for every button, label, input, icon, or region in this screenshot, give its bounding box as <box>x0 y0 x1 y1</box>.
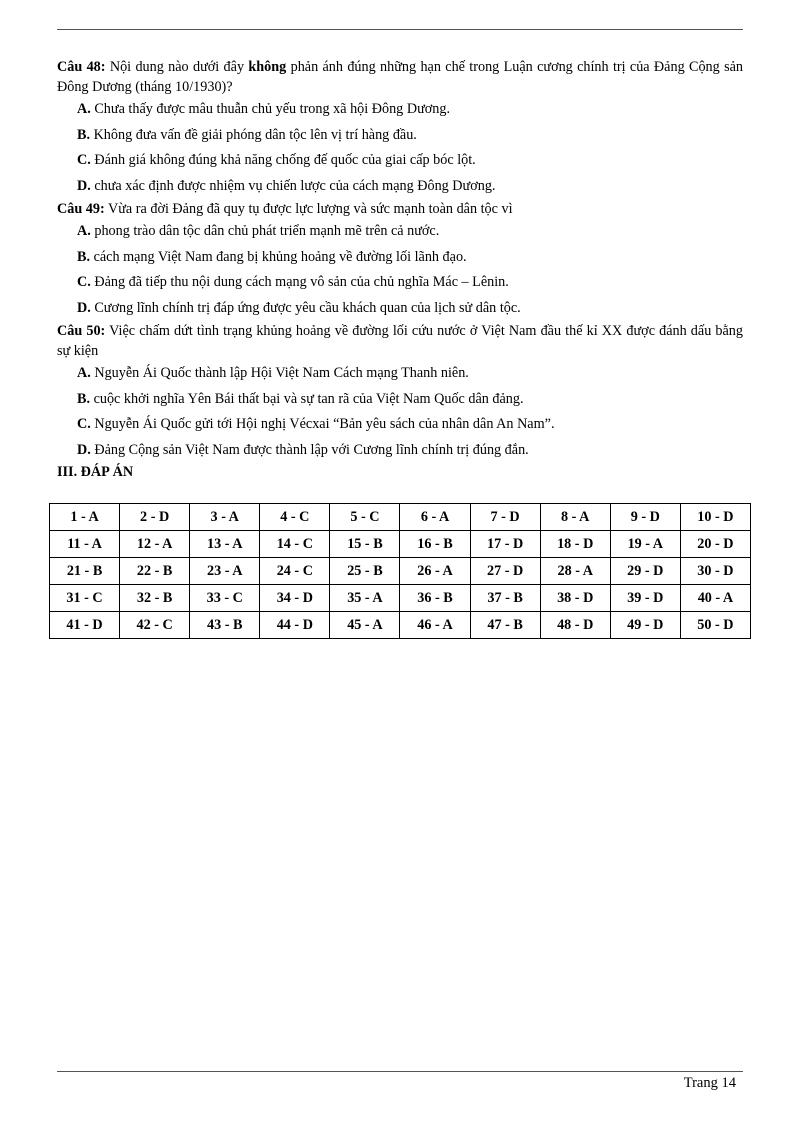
answer-cell: 25 - B <box>330 558 400 585</box>
answer-cell: 42 - C <box>120 612 190 639</box>
question-text: Nội dung nào dưới đây <box>109 59 245 75</box>
question-49-stem <box>57 199 743 219</box>
question-50-stem <box>57 321 743 361</box>
question-48-option-b <box>57 123 743 149</box>
answer-cell: 14 - C <box>260 531 330 558</box>
answer-cell: 7 - D <box>470 504 540 531</box>
option-letter: C. <box>77 152 91 168</box>
answer-cell: 47 - B <box>470 612 540 639</box>
answer-cell: 8 - A <box>540 504 610 531</box>
option-text: Đảng đã tiếp thu nội dung cách mạng vô sản của chủ nghĩa Mác – Lênin. <box>94 274 509 290</box>
option-letter: C. <box>77 416 91 432</box>
question-49-option-b <box>57 245 743 271</box>
answer-cell: 2 - D <box>120 504 190 531</box>
footer-rule <box>57 1071 743 1072</box>
header-rule <box>57 29 743 30</box>
question-50-option-c <box>57 412 743 438</box>
question-49-option-d <box>57 296 743 322</box>
question-emphasis: không <box>248 59 287 75</box>
answer-cell: 38 - D <box>540 585 610 612</box>
option-letter: D. <box>77 299 91 316</box>
question-48-option-c <box>57 148 743 174</box>
answer-table <box>49 503 751 639</box>
option-letter: A. <box>77 223 91 239</box>
question-text: Việc chấm dứt tình trạng khủng hoảng về đường lối cứu nước ở Việt Nam đầu thế kỉ XX được đánh dấu bằng sự kiện <box>57 323 743 359</box>
question-number: Câu 48: <box>57 59 106 75</box>
answer-cell: 13 - A <box>190 531 260 558</box>
answer-row <box>50 585 751 612</box>
answer-cell: 35 - A <box>330 585 400 612</box>
answer-cell: 50 - D <box>680 612 750 639</box>
answer-cell: 26 - A <box>400 558 470 585</box>
answer-cell: 24 - C <box>260 558 330 585</box>
answer-cell: 36 - B <box>400 585 470 612</box>
option-text: chưa xác định được nhiệm vụ chiến lược của cách mạng Đông Dương. <box>94 177 496 194</box>
option-text: cách mạng Việt Nam đang bị khủng hoảng về đường lối lãnh đạo. <box>93 248 467 265</box>
questions-content <box>57 57 743 481</box>
answer-row <box>50 612 751 639</box>
answer-cell: 1 - A <box>50 504 120 531</box>
option-text: phong trào dân tộc dân chủ phát triển mạnh mẽ trên cả nước. <box>94 223 440 239</box>
answer-cell: 46 - A <box>400 612 470 639</box>
question-49-option-a <box>57 219 743 245</box>
answer-cell: 30 - D <box>680 558 750 585</box>
answer-row <box>50 531 751 558</box>
option-text: Đánh giá không đúng khả năng chống đế quốc của giai cấp bóc lột. <box>94 152 476 168</box>
page-number: Trang 14 <box>683 1075 736 1091</box>
answer-cell: 10 - D <box>680 504 750 531</box>
option-text: Nguyễn Ái Quốc gửi tới Hội nghị Vécxai “Bản yêu sách của nhân dân An Nam”. <box>94 416 555 432</box>
answer-row <box>50 504 751 531</box>
answer-cell: 16 - B <box>400 531 470 558</box>
answer-cell: 3 - A <box>190 504 260 531</box>
answer-cell: 41 - D <box>50 612 120 639</box>
question-number: Câu 49: <box>57 201 105 217</box>
question-50-option-a <box>57 361 743 387</box>
option-text: Chưa thấy được mâu thuẫn chủ yếu trong xã hội Đông Dương. <box>94 101 450 117</box>
answer-cell: 5 - C <box>330 504 400 531</box>
question-48-stem <box>57 57 743 97</box>
question-50-option-d <box>57 438 743 464</box>
option-letter: C. <box>77 274 91 290</box>
answer-cell: 22 - B <box>120 558 190 585</box>
option-letter: D. <box>77 177 91 194</box>
answer-cell: 9 - D <box>610 504 680 531</box>
answer-cell: 27 - D <box>470 558 540 585</box>
answer-cell: 20 - D <box>680 531 750 558</box>
option-letter: B. <box>77 390 91 407</box>
answer-cell: 39 - D <box>610 585 680 612</box>
answer-cell: 48 - D <box>540 612 610 639</box>
answer-cell: 21 - B <box>50 558 120 585</box>
question-number: Câu 50: <box>57 323 106 339</box>
option-letter: B. <box>77 126 91 143</box>
answer-cell: 33 - C <box>190 585 260 612</box>
answer-cell: 31 - C <box>50 585 120 612</box>
option-letter: A. <box>77 365 91 381</box>
answer-section-title: III. ĐÁP ÁN <box>57 464 134 480</box>
answer-cell: 34 - D <box>260 585 330 612</box>
answer-row <box>50 558 751 585</box>
option-text: Đảng Cộng sản Việt Nam được thành lập với Cương lĩnh chính trị đúng đắn. <box>94 441 529 458</box>
answer-cell: 44 - D <box>260 612 330 639</box>
question-49-option-c <box>57 270 743 296</box>
question-50-option-b <box>57 387 743 413</box>
question-48-option-d <box>57 174 743 200</box>
option-letter: B. <box>77 248 91 265</box>
option-text: Không đưa vấn đề giải phóng dân tộc lên vị trí hàng đầu. <box>93 126 417 143</box>
answer-cell: 29 - D <box>610 558 680 585</box>
answer-cell: 32 - B <box>120 585 190 612</box>
answer-cell: 40 - A <box>680 585 750 612</box>
answer-cell: 6 - A <box>400 504 470 531</box>
answer-cell: 23 - A <box>190 558 260 585</box>
question-48-option-a <box>57 97 743 123</box>
answer-cell: 45 - A <box>330 612 400 639</box>
answer-cell: 12 - A <box>120 531 190 558</box>
answer-cell: 17 - D <box>470 531 540 558</box>
answer-cell: 43 - B <box>190 612 260 639</box>
answer-cell: 19 - A <box>610 531 680 558</box>
answer-cell: 49 - D <box>610 612 680 639</box>
answer-cell: 37 - B <box>470 585 540 612</box>
answer-cell: 15 - B <box>330 531 400 558</box>
answer-cell: 4 - C <box>260 504 330 531</box>
answer-cell: 11 - A <box>50 531 120 558</box>
option-text: Nguyễn Ái Quốc thành lập Hội Việt Nam Cách mạng Thanh niên. <box>94 365 469 381</box>
question-text: phản ánh đúng những hạn chế trong Luận cương chính trị của Đảng Cộng sản Đông Dương (tháng 10/1930)? <box>57 59 743 95</box>
option-letter: D. <box>77 441 91 458</box>
answer-cell: 28 - A <box>540 558 610 585</box>
question-text: Vừa ra đời Đảng đã quy tụ được lực lượng và sức mạnh toàn dân tộc vì <box>108 201 513 217</box>
option-letter: A. <box>77 101 91 117</box>
option-text: Cương lĩnh chính trị đáp ứng được yêu cầu khách quan của lịch sử dân tộc. <box>94 299 521 316</box>
option-text: cuộc khởi nghĩa Yên Bái thất bại và sự tan rã của Việt Nam Quốc dân đảng. <box>93 390 524 407</box>
answer-cell: 18 - D <box>540 531 610 558</box>
